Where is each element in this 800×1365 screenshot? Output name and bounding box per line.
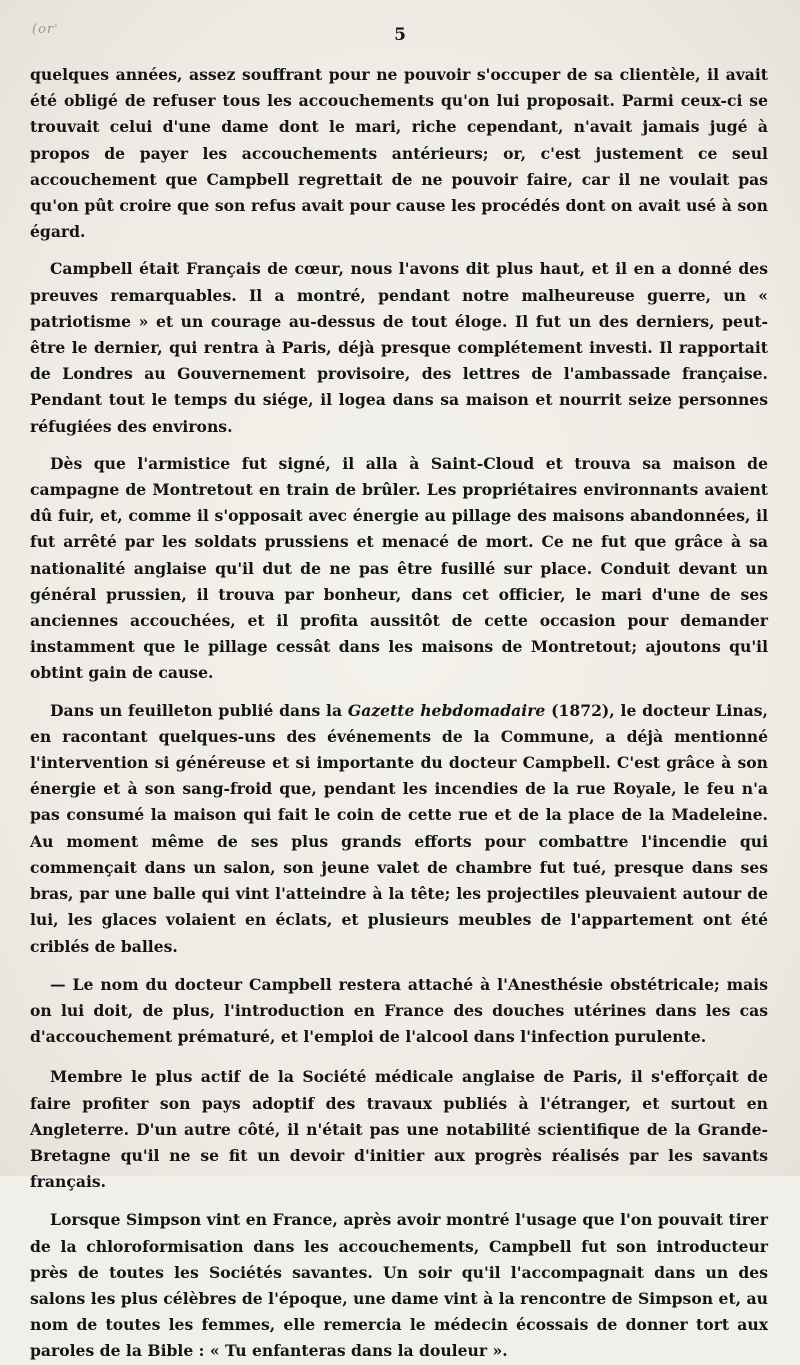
paragraph-1: quelques années, assez souffrant pour ne pouvoir s'occuper de sa clientèle, il avait été obligé de refuser tous les accouchements qu'on lui proposait. Parmi ceux-ci se trouvait celui d'une dame dont le mari, riche cependant, n'avait jamais jugé à propos de payer les accouchements antérieurs; or, c'est justement ce seul accouchement que Campbell regrettait de ne pouvoir faire, car il ne voulait pas qu'on pût croire que son refus avait pour cause les procédés dont on avait usé à son égard. — [30, 65, 768, 242]
paragraph-4-lead: Dans un feuilleton publié dans la — [50, 700, 348, 720]
paragraph-2: Campbell était Français de cœur, nous l'avons dit plus haut, et il en a donné des preuves remarquables. Il a montré, pendant notre malheureuse guerre, un « patriotisme » et un courage au-dessus de tout éloge. Il fut un des derniers, peut-être le dernier, qui rentra à Paris, déjà presque complétement investi. Il rapportait de Londres au Gouvernement provisoire, des lettres de l'ambassade française. Pendant tout le temps du siége, il logea dans sa maison et nourrit seize personnes réfugiées des environs. — [30, 259, 768, 436]
paragraph-7: Lorsque Simpson vint en France, après avoir montré l'usage que l'on pouvait tirer de la chloroformisation dans les accouchements, Campbell fut son introducteur près de toutes les Sociétés savantes. Un soir qu'il l'accompagnait dans un des salons les plus célèbres de l'époque, une dame vint à la rencontre de Simpson et, au nom de toutes les femmes, elle remercia le médecin écossais de donner tort aux paroles de la Bible : « Tu enfanteras dans la douleur ». — [30, 1210, 768, 1361]
body-text — [30, 62, 768, 1365]
corner-handwritten-mark: (or' — [32, 22, 59, 37]
journal-title: Gazette hebdomadaire — [347, 700, 546, 720]
paragraph-4-rest: (1872), le docteur Linas, en racontant quelques-uns des événements de la Commune, a déjà mentionné l'intervention si généreuse et si importante du docteur Campbell. C'est grâce à son énergie et à son sang-froid que, pendant les incendies de la rue Royale, le feu n'a pas consumé la maison qui fait le coin de cette rue et de la place de la Madeleine. Au moment même de ses plus grands efforts pour combattre l'incendie qui commençait dans un salon, son jeune valet de chambre fut tué, presque dans ses bras, par une balle qui vint l'atteindre à la tête; les projectiles pleuvaient autour de lui, les glaces volaient en éclats, et plusieurs meubles de l'appartement ont été criblés de balles. — [30, 700, 768, 956]
paragraph-5: — Le nom du docteur Campbell restera attaché à l'Anesthésie obstétricale; mais on lui doit, de plus, l'introduction en France des douches utérines dans les cas d'accouchement prématuré, et l'emploi de l'alcool dans l'infection purulente. — [30, 974, 768, 1047]
paragraph-6: Membre le plus actif de la Société médicale anglaise de Paris, il s'efforçait de faire profiter son pays adoptif des travaux publiés à l'étranger, et surtout en Angleterre. D'un autre côté, il n'était pas une notabilité scientifique de la Grande-Bretagne qu'il ne se fit un devoir d'initier aux progrès réalisés par les savants français. — [30, 1067, 768, 1192]
paragraph-4 — [30, 698, 768, 960]
page-number: 5 — [394, 25, 406, 45]
paragraph-3: Dès que l'armistice fut signé, il alla à Saint-Cloud et trouva sa maison de campagne de Montretout en train de brûler. Les propriétaires environnants avaient dû fuir, et, comme il s'opposait avec énergie au pillage des maisons abandonnées, il fut arrêté par les soldats prussiens et menacé de mort. Ce ne fut que grâce à sa nationalité anglaise qu'il dut de ne pas être fusillé sur place. Conduit devant un général prussien, il trouva par bonheur, dans cet officier, le mari d'une de ses anciennes accouchées, et il profita aussitôt de cette occasion pour demander instamment que le pillage cessât dans les maisons de Montretout; ajoutons qu'il obtint gain de cause. — [30, 453, 768, 683]
